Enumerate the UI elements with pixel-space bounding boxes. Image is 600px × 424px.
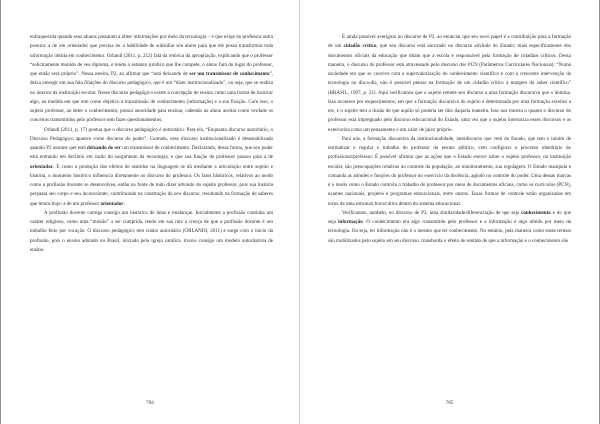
text-run: É ainda possível averiguar no discurso de P2, ao enunciar que seu novo papel é a contribuição para a formação de um	[328, 34, 571, 50]
paragraph	[328, 33, 571, 135]
text-run: .	[123, 200, 125, 207]
text-run: Para nós, a formação discursiva da institucionalidade, interdiscurso que vem do Estado, que tem o intuito de normalizar e regular o trabalho do professor do ensino público, vem configurar o processo identitário do profissional/professor. É possível afirmar que as ações que o Estado exerce sobre o sujeito professor, na instituição escolar, são preocupações relativas ao controle da população, ao monitoramento, sua regulagem. O Estado manipula e comanda as atitudes e funções do professor no exercício da docência, agindo no controle do poder. Uma dessas marcas é o modo como o Estado controla o trabalho do professor por meio de documentos oficiais, como os currículos (PCN), exames nacionais, projetos e programas educacionais, entre outros. Essas formas de controle estão organizadas em torno de uma estrutura burocrática dentro do sistema educacional.	[328, 135, 571, 207]
text-run: Orlandi (2011, p. 17) pontua que o discurso pedagógico é autoritário. Para ela, “Enquanto discurso autoritário, o Discurso Pedagógico aparece como discurso do poder”. Contudo, esse discurso institucionalizado é desestabilizado quando P2 assume que está	[30, 126, 273, 151]
paragraph	[328, 209, 571, 246]
text-run: Verificamos, também, no discurso de P2, uma similaridade/diferenciação de que seja	[342, 209, 522, 216]
text-run: A profissão docente carrega consigo um histórico de lutas e mudanças. Inicialmente a profissão continha um caráter religioso, como uma “missão” a ser cumprida, tendo em sua raiz a crença de que a profissão docente é um trabalho feito por vocação. O discurso pedagógico tem cunho autoritário (ORLANDI, 2011) e surge com o início da profissão, pois o ensino adotado no Brasil, iniciado pela igreja católica, trouxe consigo um modelo autoritarista de ensino.	[30, 209, 273, 253]
left-page	[1, 0, 300, 424]
text-run: . O conhecimento era algo transmitido pelo professor e a informação é algo obtido por meio da tecnologia. Ou seja, ter informação não é o mesmo que ter conhecimento. No entanto, pela maneira como esses termos são mobilizados pelo sujeito em seu discurso, transborda o efeito de sentido de que a informação e o conhecimento são	[328, 219, 571, 244]
right-page-number: 785	[445, 400, 454, 406]
text-run: . E como a produção dos efeitos de sentidos na linguagem se dá mediante a articulação entre sujeito e história, o momento histórico influencia diretamente no discurso do professor. Os fatos históricos, relativos ao modo como a profissão docente se desenvolveu, então na fonte de todo dizer advindo do sujeito professor, pois sua história perpassa seu corpo e seu inconsciente, contribuindo na construção do seu discurso, resultando na formação de saberes que temos hoje: a de um professor	[30, 163, 273, 207]
emphasized-text: cidadão crítico	[343, 43, 377, 50]
book-spread	[1, 0, 599, 424]
right-page	[300, 0, 599, 424]
emphasized-text: ser um transmissor de conhecimento	[189, 71, 270, 77]
paragraph	[30, 209, 273, 255]
text-run: e do que seja	[328, 209, 571, 225]
emphasized-text: deixando de ser	[87, 145, 121, 151]
paragraph	[328, 135, 571, 209]
emphasized-text: orientador	[30, 163, 53, 170]
emphasized-text: informação	[338, 219, 363, 225]
paragraph	[30, 33, 273, 126]
right-page-text-column	[328, 33, 571, 246]
text-run: enfraquecida quando seus alunos passaram a obter informações por meio da tecnologia – o que exige do professor outra postura: a de um orientador que precisa ter a habilidade de subsidiar seu aluno para que ele possa transformar toda informação obtida em conhecimento. Orlandi (2011, p. 252) fala da retórica da apropriação, explicando que o professor “solicitamente munido de seu diploma, e tendo o estatuto jurídico que lhe compete, o aluno fará do lugar do professor, que então será próprio”. Nessa esteira, P2, ao afirmar que “está deixando de	[30, 34, 273, 77]
text-run: um transmissor de conhecimento. Declarando, dessa forma, que seu poder está entrando em declínio em razão do surgimento da tecnologia, e que sua função de professor passou para a de	[30, 145, 273, 161]
paragraph	[30, 126, 273, 209]
emphasized-text: conhecimento	[521, 209, 551, 216]
emphasized-text: orientador	[100, 200, 124, 207]
text-run: , que seu discurso está ancorado no discurso advindo do Estado; mais especificamente dos documentos oficiais da educação que ditam que a escola é responsável pela formação de cidadãos críticos. Dessa maneira, o discurso do professor está atravessado pelo discurso dos PCN (Parâmetros Curriculares Nacionais): “Numa sociedade em que se convive com a supervalorização do conhecimento científico e com a crescente intervenção da tecnologia no dia-a-dia, não é possível pensar na formação de um cidadão crítico à margem do saber científico” (BRASIL, 1997, p. 21). Aqui verificamos que o sujeito remete seu discurso a uma formação discursiva que o domina. Isso acontece por esquecimentos, em que a formação discursiva do sujeito é determinada por uma formação exterior a ele, e o sujeito tem a ilusão de que aquilo só poderia ser dito daquela maneira. Isso nos mostra o quanto o discurso do professor está impregnado pelo discurso educacional do Estado, uma vez que o sujeito interioriza esses discursos e os exterioriza como um pensamento e um valor de juízo próprio.	[328, 43, 571, 133]
text-run: ”, deixa emergir em sua fala filiações do discurso pedagógico, que é um “dizer institucionalizado”, ou seja, que se realiza no interior da instituição escolar. Nesse discurso pedagógico existe a concepção de ensino como uma forma de inculcar algo, na medida em que tem como objetivo a transmissão de conhecimento (informação) e a sua fixação. Com isso, o sujeito professor, ao deter o conhecimento, possui autoridade para ensinar, cabendo ao aluno aceitar como verdade os conceitos transmitidos pelo professor sem fazer questionamentos.	[30, 71, 273, 124]
left-page-text-column	[30, 33, 273, 255]
left-page-number: 784	[146, 400, 154, 406]
